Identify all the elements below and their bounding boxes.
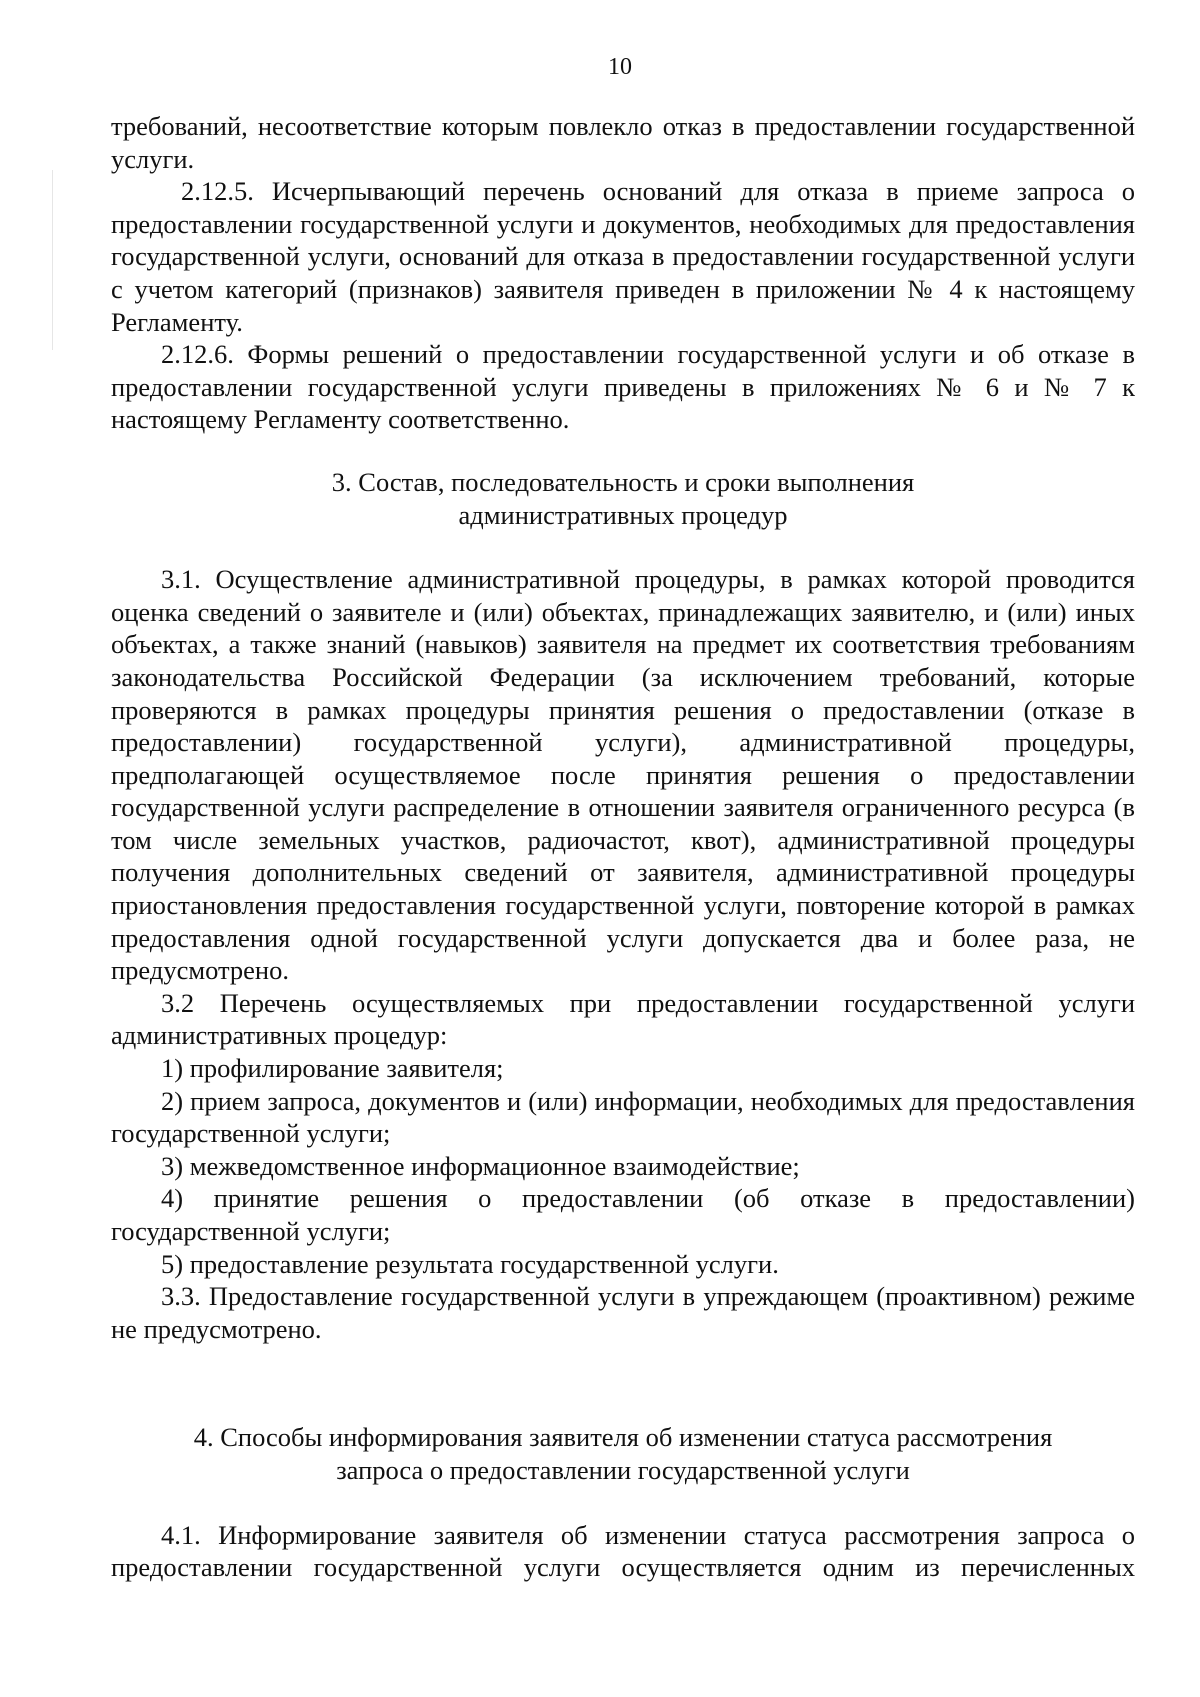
paragraph-2-12-6: 2.12.6. Формы решений о предоставлении государственной услуги и об отказе в предоставлении государственной услуги приведены в приложениях № 6 и № 7 к настоящему Регламенту соответственно. (111, 339, 1135, 435)
section-3-heading-line-2: административных процедур (458, 499, 788, 530)
paragraph-2-12-5: 2.12.5. Исчерпывающий перечень оснований для отказа в приеме запроса о предоставлении государственной услуги и документов, необходимых для предоставления государственной услуги, оснований для отказа в предоставлении государственной услуги с учетом категорий (признаков) заявителя приведен в приложении № 4 к настоящему Регламенту. (111, 176, 1135, 337)
paragraph-continuation: требований, несоответствие которым повлекло отказ в предоставлении государственной услуги. (111, 111, 1135, 174)
paragraph-3-1: 3.1. Осуществление административной процедуры, в рамках которой проводится оценка сведений о заявителе и (или) объектах, принадлежащих заявителю, и (или) иных объектах, а также знаний (навыков) заявителя на предмет их соответствия требованиям законодательства Российской Федерации (за исключением требований, которые проверяются в рамках процедуры принятия решения о предоставлении (отказе в предоставлении) государственной услуги), административной процедуры, предполагающей осуществляемое после принятия решения о предоставлении государственной услуги распределение в отношении заявителя ограниченного ресурса (в том числе земельных участков, радиочастот, квот), административной процедуры получения дополнительных сведений от заявителя, административной процедуры приостановления предоставления государственной услуги, повторение которой в рамках предоставления одной государственной услуги допускается два и более раза, не предусмотрено. (111, 564, 1135, 986)
section-3-heading-line-1: 3. Состав, последовательность и сроки выполнения (331, 466, 915, 497)
section-4-heading-line-1: 4. Способы информирования заявителя об изменении статуса рассмотрения (193, 1422, 1053, 1453)
section-4-heading-line-2: запроса о предоставлении государственной услуги (336, 1454, 910, 1485)
section-4-heading (111, 1421, 1135, 1486)
list-item-5: 5) предоставление результата государственной услуги. (161, 1248, 779, 1279)
list-item-3: 3) межведомственное информационное взаимодействие; (161, 1150, 800, 1181)
list-item-2: 2) прием запроса, документов и (или) информации, необходимых для предоставления государственной услуги; (111, 1085, 1135, 1149)
paragraph-3-3: 3.3. Предоставление государственной услуги в упреждающем (проактивном) режиме не предусмотрено. (111, 1281, 1135, 1344)
paragraph-4-1: 4.1. Информирование заявителя об изменении статуса рассмотрения запроса о предоставлении государственной услуги осуществляется одним из перечисленных (111, 1519, 1135, 1583)
page-number: 10 (608, 54, 632, 80)
section-3-heading (111, 466, 1135, 531)
list-item-1: 1) профилирование заявителя; (161, 1053, 504, 1084)
scan-margin-line (52, 170, 53, 350)
list-item-4: 4) принятие решения о предоставлении (об отказе в предоставлении) государственной услуги; (111, 1183, 1135, 1246)
document-body (111, 110, 1135, 1584)
paragraph-3-2: 3.2 Перечень осуществляемых при предоставлении государственной услуги административных процедур: (111, 987, 1135, 1051)
